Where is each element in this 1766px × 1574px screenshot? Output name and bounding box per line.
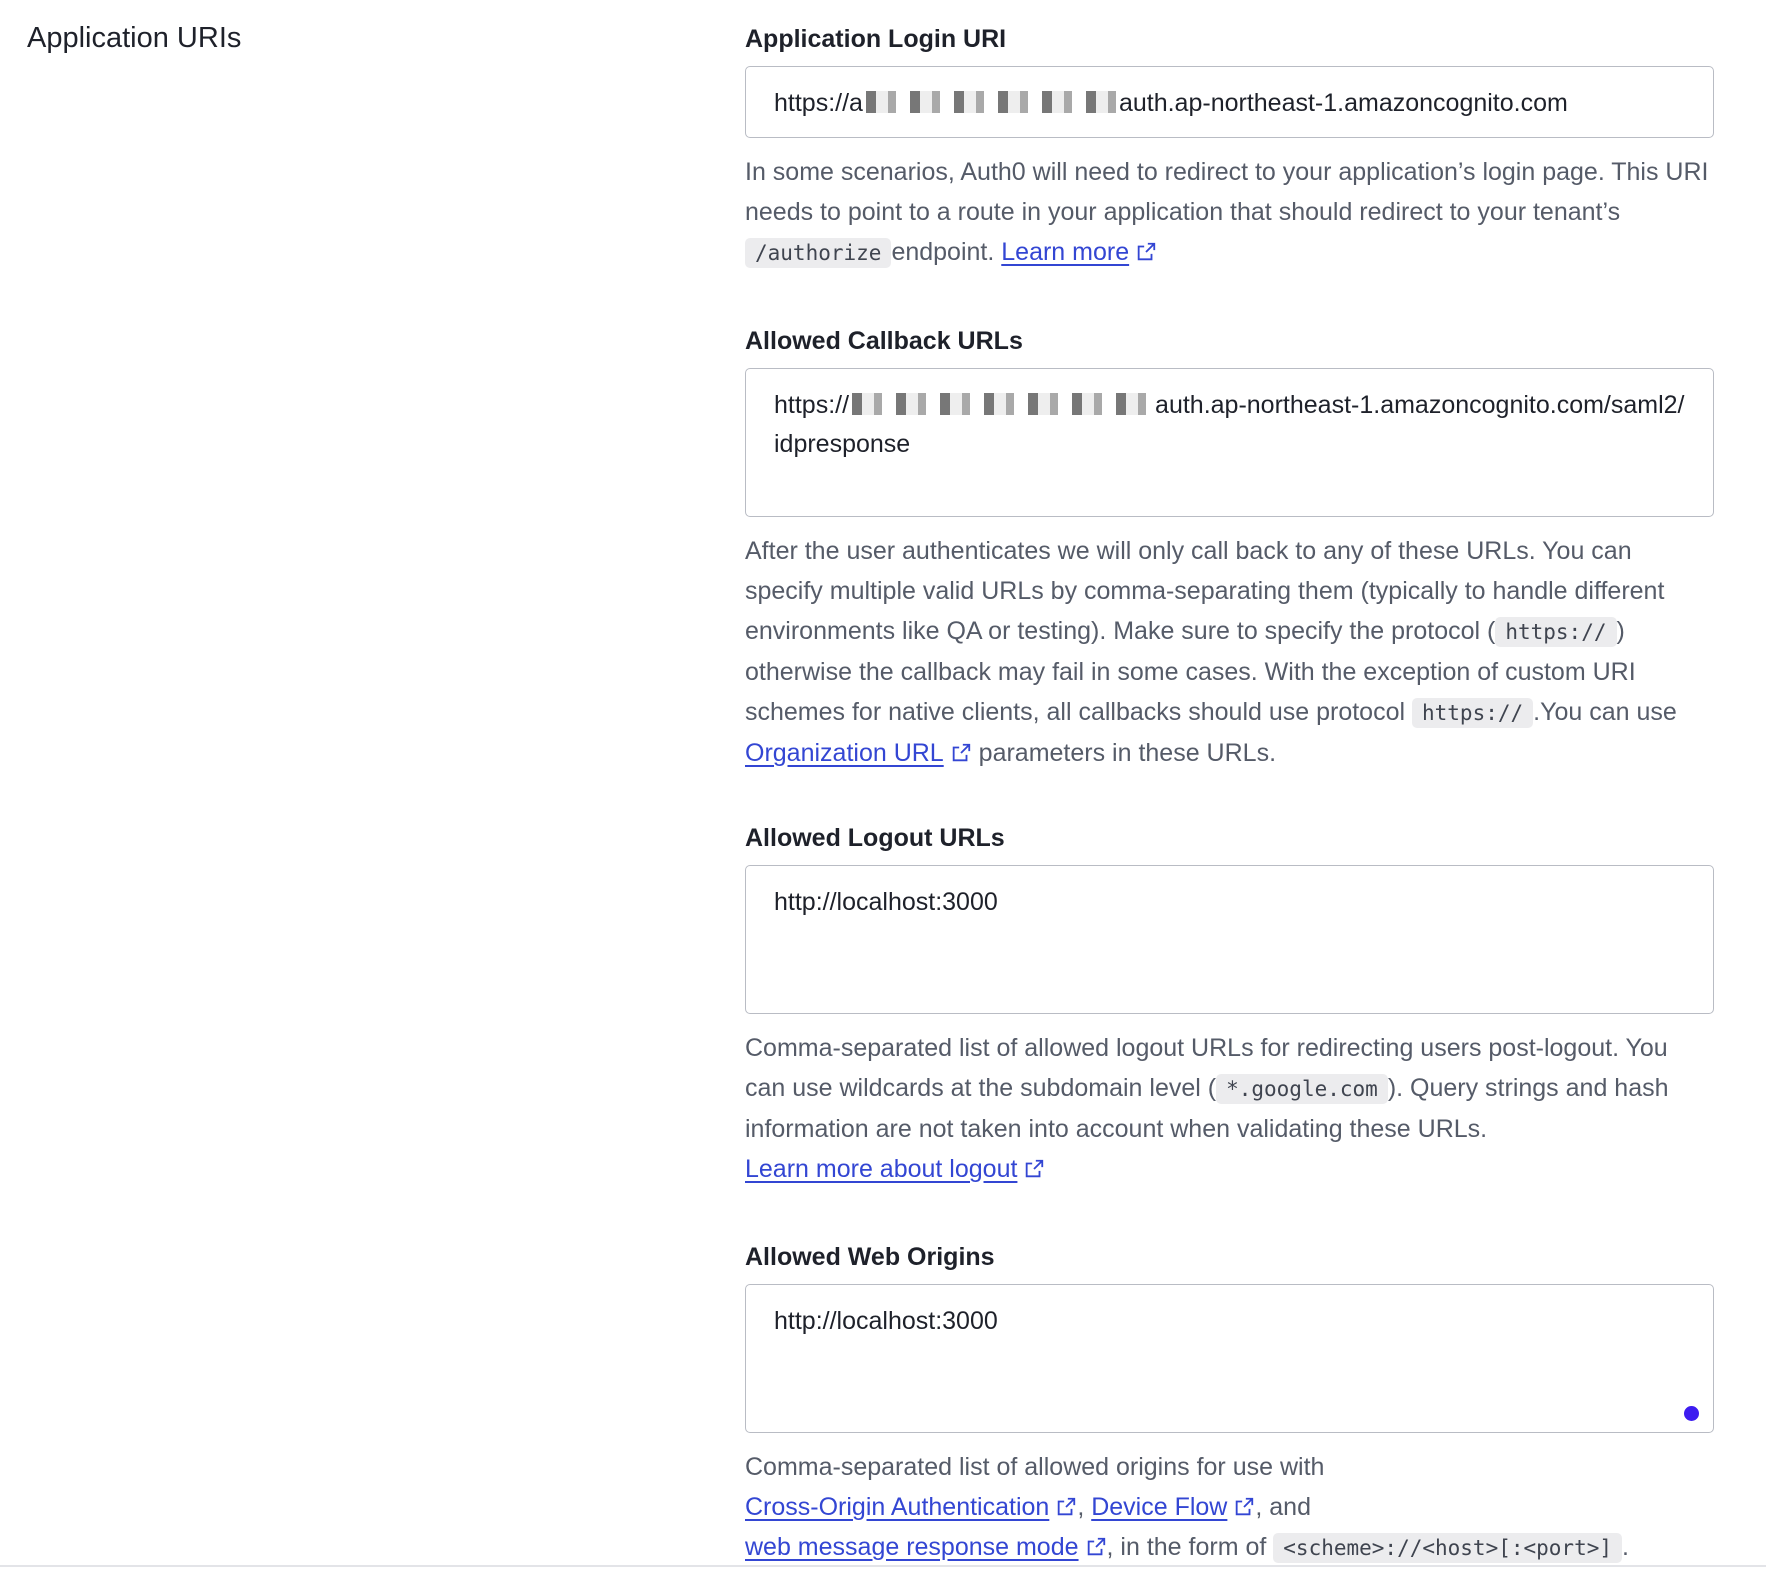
learn-more-logout-link[interactable]: Learn more about logout	[745, 1155, 1018, 1183]
login-uri-input[interactable]	[745, 66, 1714, 138]
login-uri-field	[745, 22, 1714, 273]
resize-indicator[interactable]	[1684, 1406, 1699, 1421]
help-text: endpoint.	[891, 238, 1002, 266]
callback-value-prefix: https://	[774, 391, 850, 419]
help-text: ,	[1077, 1493, 1092, 1521]
help-text: After the user authenticates we will only call back to any of these URLs. You can specify multiple valid URLs by comma-separating them (typically to handle different environments like QA or testing). Make sure to specify the protocol (	[745, 537, 1665, 645]
callback-value-suffix: auth.ap-northeast-1.amazoncognito.com/saml2/idpresponse	[774, 391, 1685, 458]
code-https: https://	[1495, 617, 1616, 647]
login-uri-help	[745, 152, 1714, 273]
logout-urls-label: Allowed Logout URLs	[745, 824, 1005, 852]
code-google: *.google.com	[1216, 1074, 1388, 1104]
logout-urls-value: http://localhost:3000	[774, 888, 998, 916]
help-text: parameters in these URLs.	[971, 739, 1277, 767]
external-link-icon[interactable]	[1135, 241, 1157, 263]
web-origins-textarea[interactable]	[745, 1284, 1714, 1433]
help-text: , and	[1255, 1493, 1311, 1521]
help-text: ) otherwise the callback may fail in some cases. With the exception of custom URI schemes for native clients, all callbacks should use protocol	[745, 617, 1636, 726]
section-title: Application URIs	[27, 22, 242, 54]
code-authorize: /authorize	[745, 238, 891, 268]
login-uri-value-suffix: auth.ap-northeast-1.amazoncognito.com	[1118, 89, 1568, 117]
external-link-icon[interactable]	[950, 742, 972, 764]
web-origins-value: http://localhost:3000	[774, 1307, 998, 1335]
device-flow-link[interactable]: Device Flow	[1091, 1493, 1228, 1521]
login-uri-label: Application Login URI	[745, 25, 1007, 53]
bottom-divider	[0, 1565, 1766, 1567]
web-message-response-mode-link[interactable]: web message response mode	[745, 1533, 1079, 1561]
redacted-region	[866, 91, 1116, 113]
redacted-region	[852, 393, 1152, 415]
learn-more-link[interactable]: Learn more	[1001, 238, 1130, 266]
help-text: Comma-separated list of allowed logout URLs for redirecting users post-logout. You can use wildcards at the subdomain level (	[745, 1034, 1668, 1102]
callback-urls-help	[745, 531, 1714, 773]
callback-urls-label: Allowed Callback URLs	[745, 327, 1023, 355]
external-link-icon[interactable]	[1055, 1496, 1077, 1518]
callback-urls-field	[745, 324, 1714, 773]
cross-origin-auth-link[interactable]: Cross-Origin Authentication	[745, 1493, 1050, 1521]
callback-urls-textarea[interactable]	[745, 368, 1714, 517]
help-text: .	[1622, 1533, 1629, 1561]
login-uri-value-prefix: https://a	[774, 89, 863, 117]
web-origins-field	[745, 1240, 1714, 1568]
help-text: Comma-separated list of allowed origins for use with	[745, 1453, 1325, 1481]
help-text: .You can use	[1533, 698, 1677, 726]
logout-urls-textarea[interactable]	[745, 865, 1714, 1014]
logout-urls-help	[745, 1028, 1714, 1189]
logout-urls-field	[745, 821, 1714, 1189]
code-scheme-host-port: <scheme>://<host>[:<port>]	[1273, 1533, 1622, 1563]
web-origins-help	[745, 1447, 1714, 1568]
external-link-icon[interactable]	[1233, 1496, 1255, 1518]
code-https: https://	[1412, 698, 1533, 728]
help-text: ). Query strings and hash information are not taken into account when validating these URLs.	[745, 1074, 1669, 1143]
external-link-icon[interactable]	[1023, 1158, 1045, 1180]
help-text: In some scenarios, Auth0 will need to redirect to your application’s login page. This URI needs to point to a route in your application that should redirect to your tenant’s	[745, 158, 1709, 226]
organization-url-link[interactable]: Organization URL	[745, 739, 944, 767]
web-origins-label: Allowed Web Origins	[745, 1243, 995, 1271]
external-link-icon[interactable]	[1085, 1536, 1107, 1558]
help-text: , in the form of	[1106, 1533, 1274, 1561]
